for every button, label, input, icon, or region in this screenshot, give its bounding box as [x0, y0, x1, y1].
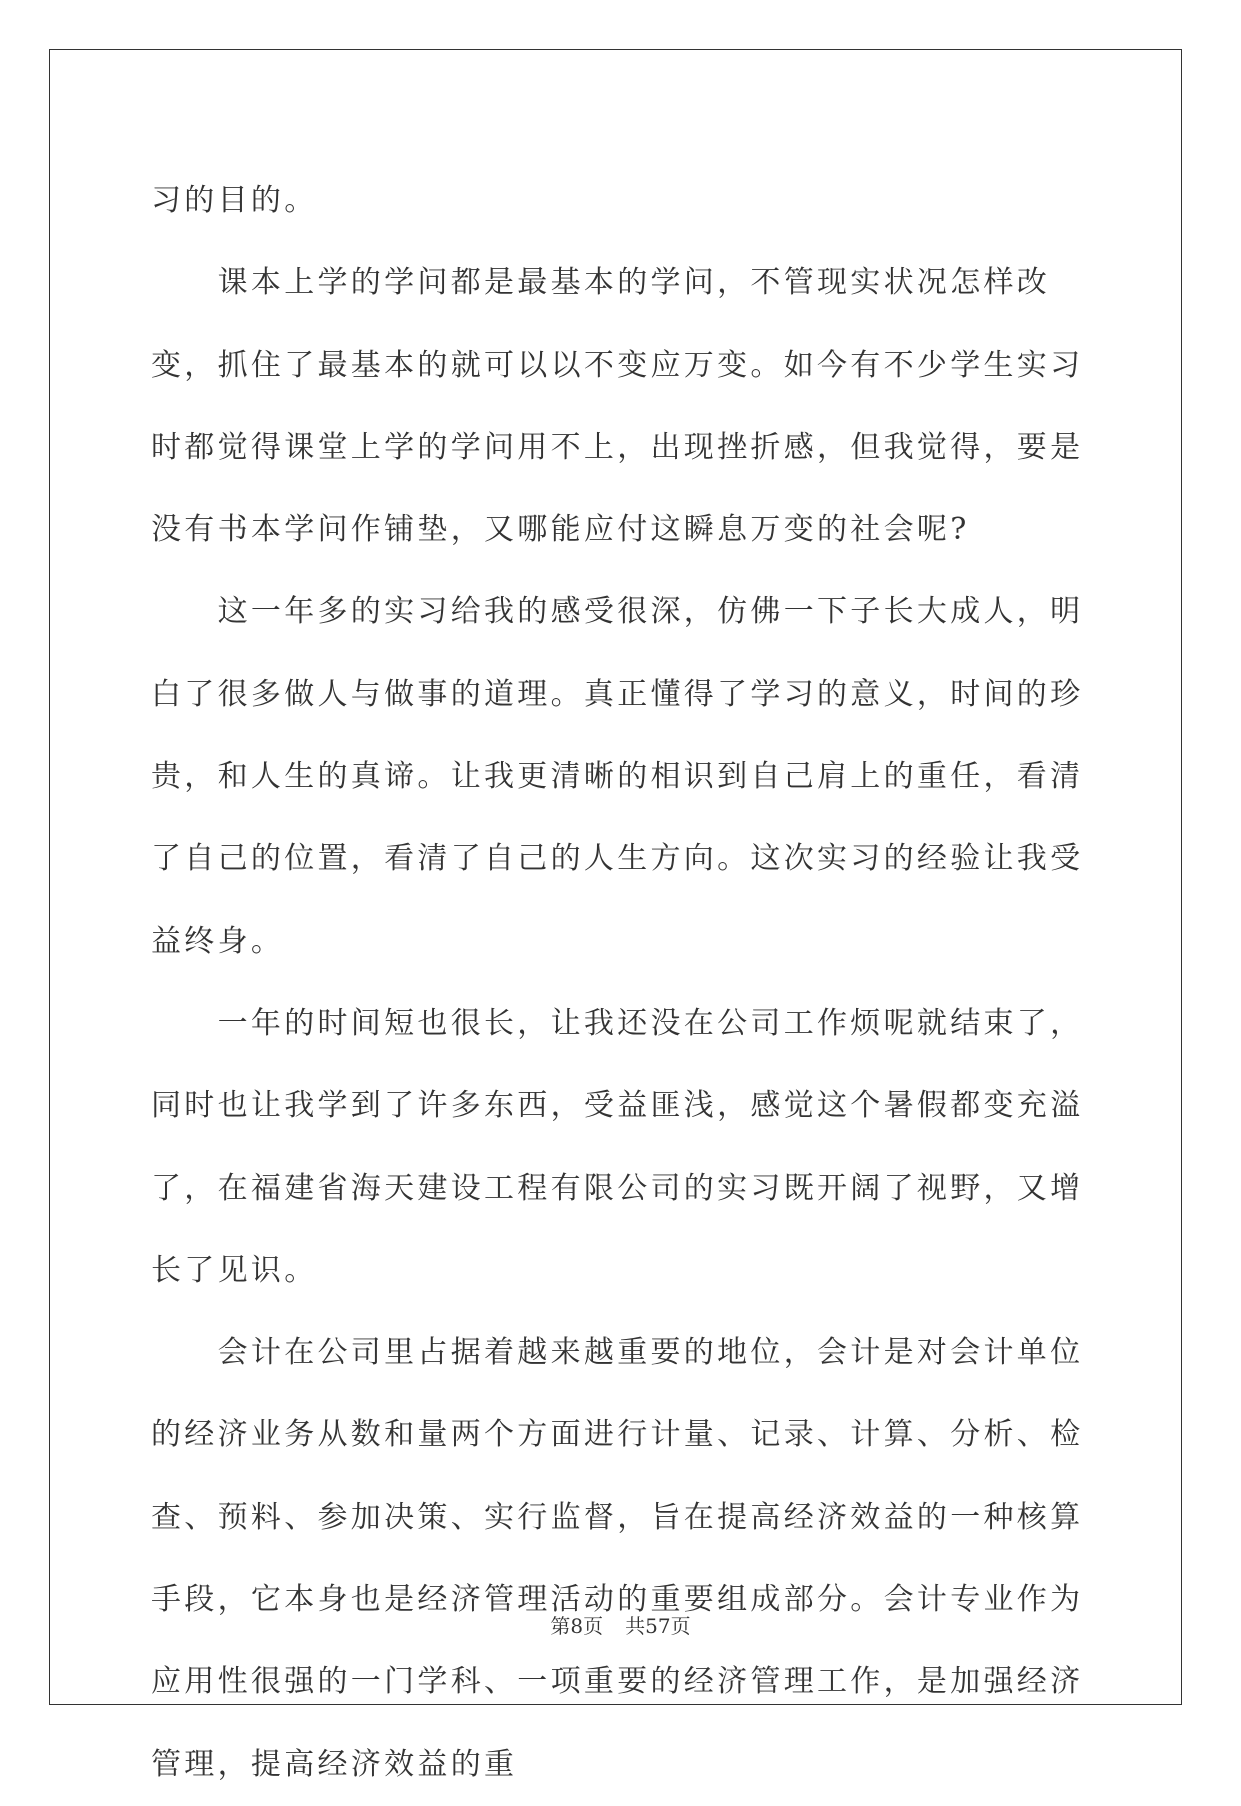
document-body: [151, 160, 1091, 1806]
paragraph-5: 会计在公司里占据着越来越重要的地位，会计是对会计单位的经济业务从数和量两个方面进行计量、记录、计算、分析、检查、预料、参加决策、实行监督，旨在提高经济效益的一种核算手段，它本身也是经济管理活动的重要组成部分。会计专业作为应用性很强的一门学科、一项重要的经济管理工作，是加强经济管理，提高经济效益的重: [151, 1335, 1084, 1782]
current-page-number: 第8页: [550, 1614, 604, 1638]
page-footer: [0, 1612, 1241, 1640]
paragraph-3: 这一年多的实习给我的感受很深，仿佛一下子长大成人，明白了很多做人与做事的道理。真正懂得了学习的意义，时间的珍贵，和人生的真谛。让我更清晰的相识到自己肩上的重任，看清了自己的位置，看清了自己的人生方向。这次实习的经验让我受益终身。: [151, 594, 1084, 959]
paragraph-4: 一年的时间短也很长，让我还没在公司工作烦呢就结束了，同时也让我学到了许多东西，受益匪浅，感觉这个暑假都变充溢了，在福建省海天建设工程有限公司的实习既开阔了视野，又增长了见识。: [151, 1005, 1084, 1288]
paragraph-1: 习的目的。: [151, 183, 318, 218]
total-page-count: 共57页: [625, 1614, 691, 1638]
paragraph-2: 课本上学的学问都是最基本的学问，不管现实状况怎样改变，抓住了最基本的就可以以不变应万变。如今有不少学生实习时都觉得课堂上学的学问用不上，出现挫折感，但我觉得，要是没有书本学问作铺垫，又哪能应付这瞬息万变的社会呢?: [151, 265, 1084, 548]
